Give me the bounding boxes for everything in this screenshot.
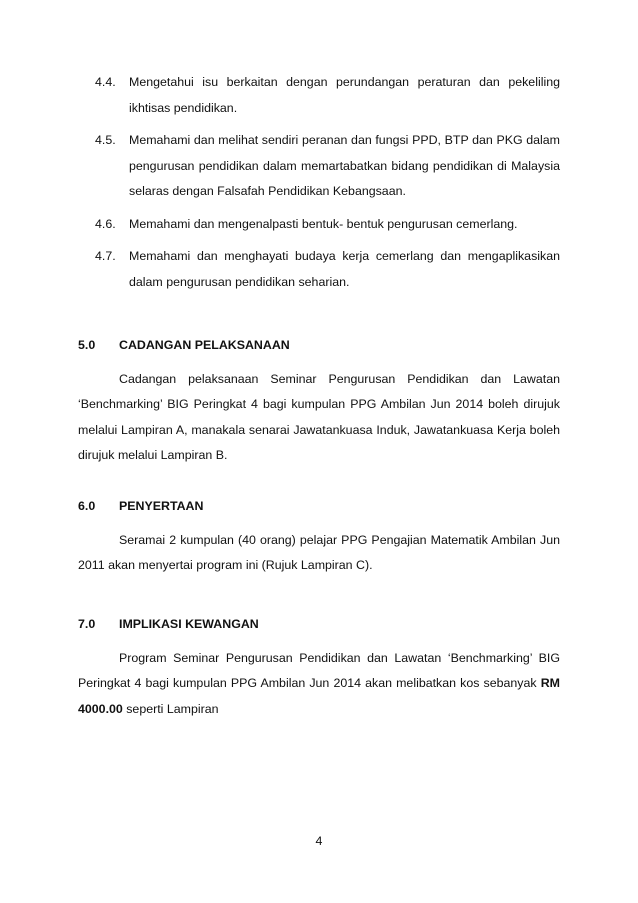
item-number: 4.5. <box>95 133 116 147</box>
item-number: 4.4. <box>95 75 116 89</box>
list-item <box>95 244 560 295</box>
section-body: Seramai 2 kumpulan (40 orang) pelajar PPG Pengajian Matematik Ambilan Jun 2011 akan menyertai program ini (Rujuk Lampiran C). <box>78 532 560 572</box>
list-item <box>95 128 560 205</box>
section-title: PENYERTAAN <box>119 499 204 513</box>
objectives-list <box>95 70 560 302</box>
section-title: CADANGAN PELAKSANAAN <box>119 338 290 352</box>
section-title: IMPLIKASI KEWANGAN <box>119 617 259 631</box>
item-number: 4.7. <box>95 249 116 263</box>
section-heading <box>78 333 560 359</box>
body-text-end: seperti Lampiran <box>122 701 219 716</box>
section-body <box>78 646 560 723</box>
section-number: 7.0 <box>78 617 96 631</box>
section-number: 6.0 <box>78 499 96 513</box>
section-number: 5.0 <box>78 338 96 352</box>
section-heading <box>78 494 560 520</box>
list-item <box>95 70 560 121</box>
item-text: Memahami dan melihat sendiri peranan dan fungsi PPD, BTP dan PKG dalam pengurusan pendidikan dalam memartabatkan bidang pendidikan di Malaysia selaras dengan Falsafah Pendidikan Kebangsaan. <box>129 133 560 198</box>
item-text: Memahami dan mengenalpasti bentuk- bentuk pengurusan cemerlang. <box>129 216 518 231</box>
item-text: Memahami dan menghayati budaya kerja cemerlang dan mengaplikasikan dalam pengurusan pendidikan seharian. <box>129 249 560 289</box>
item-text: Mengetahui isu berkaitan dengan perundangan peraturan dan pekeliling ikhtisas pendidikan. <box>129 75 560 115</box>
list-item <box>95 212 560 238</box>
section-penyertaan <box>78 494 560 579</box>
page-number: 4 <box>315 834 323 848</box>
body-text: Program Seminar Pengurusan Pendidikan dan Lawatan ‘Benchmarking’ BIG Peringkat 4 bagi kumpulan PPG Ambilan Jun 2014 akan melibatkan kos sebanyak <box>78 650 560 690</box>
cost-amount: RM 4000.00 <box>78 676 560 716</box>
section-heading <box>78 612 560 638</box>
section-cadangan-pelaksanaan <box>78 333 560 469</box>
section-implikasi-kewangan <box>78 612 560 722</box>
section-body: Cadangan pelaksanaan Seminar Pengurusan Pendidikan dan Lawatan ‘Benchmarking’ BIG Peringkat 4 bagi kumpulan PPG Ambilan Jun 2014 boleh dirujuk melalui Lampiran A, manakala senarai Jawatankuasa Induk, Jawatankuasa Kerja boleh dirujuk melalui Lampiran B. <box>78 371 560 462</box>
item-number: 4.6. <box>95 216 116 231</box>
